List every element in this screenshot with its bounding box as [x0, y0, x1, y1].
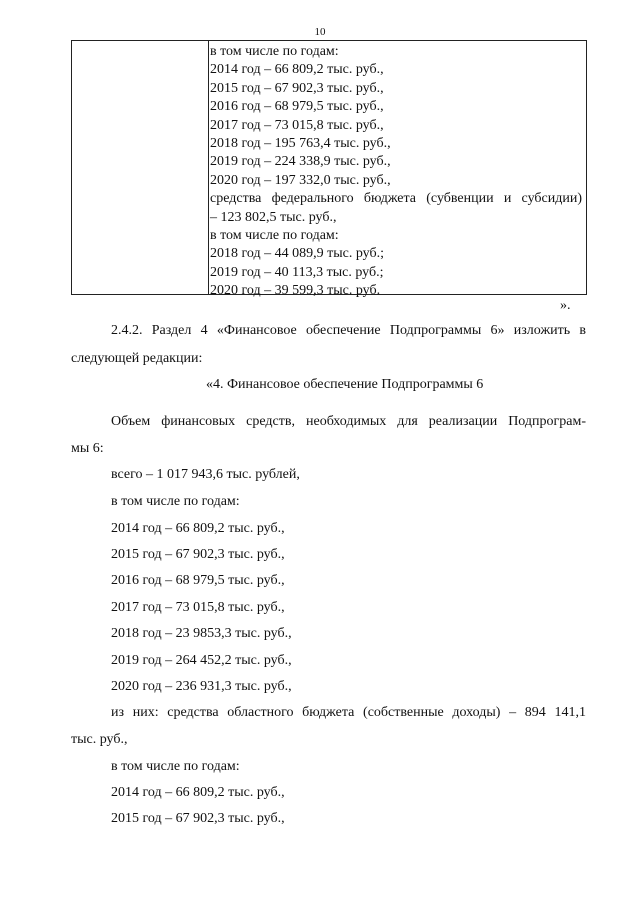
table-right-cell [210, 43, 582, 300]
regional-year-line: 2014 год – 66 809,2 тыс. руб., [111, 785, 285, 800]
year-line: 2019 год – 264 452,2 тыс. руб., [111, 653, 292, 668]
year-line: 2016 год – 68 979,5 тыс. руб., [111, 573, 285, 588]
cell-line: 2020 год – 39 599,3 тыс. руб. [210, 283, 381, 299]
by-years-label: в том числе по годам: [111, 494, 240, 509]
section-heading: «4. Финансовое обеспечение Подпрограммы 6 [206, 377, 484, 392]
table-column-divider [208, 41, 209, 294]
intro-line-2: мы 6: [71, 441, 104, 456]
cell-line: 2015 год – 67 902,3 тыс. руб., [210, 80, 384, 96]
section-instruction-line-2: следующей редакции: [71, 351, 203, 366]
page-number: 10 [314, 26, 326, 38]
cell-line: 2017 год – 73 015,8 тыс. руб., [210, 117, 384, 133]
cell-line: в том числе по годам: [210, 44, 339, 59]
cell-line: в том числе по годам: [210, 227, 339, 243]
intro-line-1: Объем финансовых средств, необходимых для реализации Подпрограм- [111, 414, 586, 429]
cell-line: 2014 год – 66 809,2 тыс. руб., [210, 62, 384, 78]
cell-line: 2019 год – 40 113,3 тыс. руб.; [210, 264, 384, 280]
regional-line-2: тыс. руб., [71, 732, 128, 747]
year-line: 2018 год – 23 9853,3 тыс. руб., [111, 626, 292, 641]
cell-line: средства федерального бюджета (субвенции и субсидии) [210, 191, 582, 207]
total-line: всего – 1 017 943,6 тыс. рублей, [111, 467, 300, 482]
year-line: 2015 год – 67 902,3 тыс. руб., [111, 547, 285, 562]
regional-line-1: из них: средства областного бюджета (собственные доходы) – 894 141,1 [111, 705, 586, 720]
year-line: 2017 год – 73 015,8 тыс. руб., [111, 600, 285, 615]
section-instruction-line-1: 2.4.2. Раздел 4 «Финансовое обеспечение Подпрограммы 6» изложить в [111, 323, 586, 338]
regional-year-line: 2015 год – 67 902,3 тыс. руб., [111, 811, 285, 826]
cell-line: 2018 год – 44 089,9 тыс. руб.; [210, 246, 384, 262]
year-line: 2014 год – 66 809,2 тыс. руб., [111, 521, 285, 536]
closing-quote: ». [560, 298, 571, 313]
cell-line: 2020 год – 197 332,0 тыс. руб., [210, 172, 391, 188]
by-years-label-2: в том числе по годам: [111, 759, 240, 774]
year-line: 2020 год – 236 931,3 тыс. руб., [111, 679, 292, 694]
cell-line: 2016 год – 68 979,5 тыс. руб., [210, 99, 384, 115]
continued-table [71, 40, 587, 299]
cell-line: 2019 год – 224 338,9 тыс. руб., [210, 154, 391, 170]
cell-line: – 123 802,5 тыс. руб., [210, 209, 337, 225]
cell-line: 2018 год – 195 763,4 тыс. руб., [210, 135, 391, 151]
